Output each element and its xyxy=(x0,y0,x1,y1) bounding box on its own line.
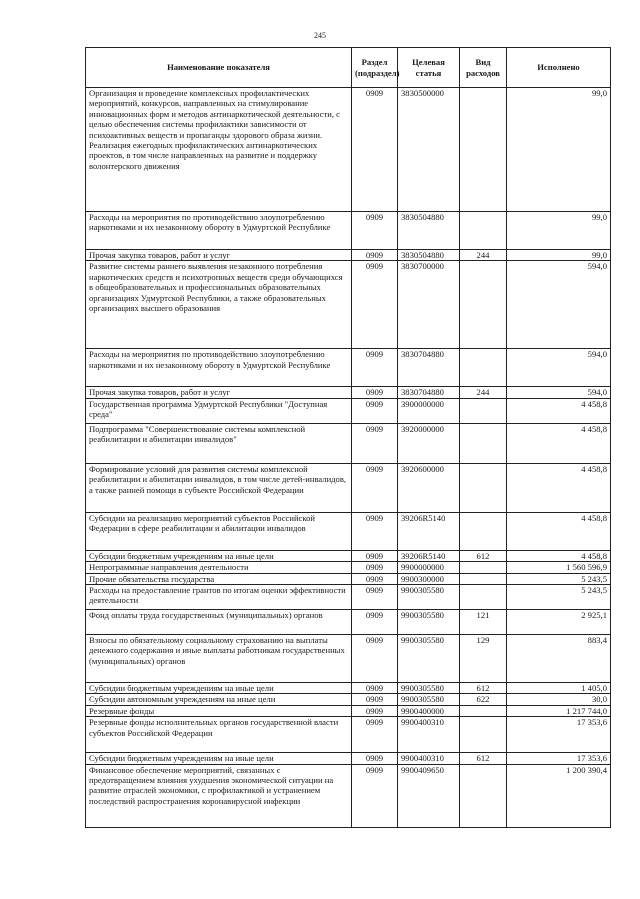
row-amount-cell: 5 243,5 xyxy=(507,573,611,584)
row-name-cell: Государственная программа Удмуртской Республики "Доступная среда" xyxy=(86,398,352,423)
row-target-cell: 3830704880 xyxy=(398,349,460,387)
row-expense-cell xyxy=(460,717,507,753)
header-section: Раздел (подраздел) xyxy=(352,48,398,88)
row-amount-cell: 17 353,6 xyxy=(507,753,611,764)
row-section-cell: 0909 xyxy=(352,423,398,463)
page-number: 245 xyxy=(314,31,326,40)
row-target-cell: 9900305580 xyxy=(398,683,460,694)
row-name-cell: Расходы на предоставление грантов по итогам оценки эффективности деятельности xyxy=(86,585,352,610)
row-target-cell: 3920600000 xyxy=(398,463,460,512)
row-name-cell: Взносы по обязательному социальному страхованию на выплаты денежного содержания и иные выплаты работникам государственных (муниципальных) органов xyxy=(86,635,352,683)
row-amount-cell: 17 353,6 xyxy=(507,717,611,753)
row-section-cell: 0909 xyxy=(352,683,398,694)
table-row xyxy=(86,550,611,561)
table-row xyxy=(86,610,611,635)
row-section-cell: 0909 xyxy=(352,694,398,705)
row-target-cell: 3830504880 xyxy=(398,212,460,250)
row-name-cell: Подпрограмма "Совершенствование системы комплексной реабилитации и абилитации инвалидов" xyxy=(86,423,352,463)
row-expense-cell xyxy=(460,398,507,423)
table-row xyxy=(86,261,611,349)
row-target-cell: 3900000000 xyxy=(398,398,460,423)
row-amount-cell: 99,0 xyxy=(507,88,611,212)
row-name-cell: Субсидии автономным учреждениям на иные цели xyxy=(86,694,352,705)
row-amount-cell: 4 458,8 xyxy=(507,398,611,423)
table-row xyxy=(86,717,611,753)
row-expense-cell: 612 xyxy=(460,753,507,764)
row-section-cell: 0909 xyxy=(352,550,398,561)
row-expense-cell xyxy=(460,212,507,250)
table-row xyxy=(86,349,611,387)
row-target-cell: 9900400000 xyxy=(398,705,460,716)
row-amount-cell: 1 405,0 xyxy=(507,683,611,694)
row-name-cell: Прочие обязательства государства xyxy=(86,573,352,584)
row-amount-cell: 4 458,8 xyxy=(507,550,611,561)
row-section-cell: 0909 xyxy=(352,635,398,683)
row-expense-cell xyxy=(460,88,507,212)
row-amount-cell: 99,0 xyxy=(507,250,611,261)
row-amount-cell: 2 925,1 xyxy=(507,610,611,635)
table-row xyxy=(86,423,611,463)
row-name-cell: Расходы на мероприятия по противодействию злоупотреблению наркотиками и их незаконному обороту в Удмуртской Республике xyxy=(86,212,352,250)
table-row xyxy=(86,212,611,250)
row-target-cell: 9900300000 xyxy=(398,573,460,584)
row-expense-cell xyxy=(460,463,507,512)
row-target-cell: 3830500000 xyxy=(398,88,460,212)
row-amount-cell: 5 243,5 xyxy=(507,585,611,610)
row-section-cell: 0909 xyxy=(352,250,398,261)
row-name-cell: Финансовое обеспечение мероприятий, связанных с предотвращением влияния ухудшения экономической ситуации на развитие отраслей экономики, с профилактикой и устранением последствий распространения коронавирусной инфекции xyxy=(86,764,352,827)
row-expense-cell: 121 xyxy=(460,610,507,635)
budget-table xyxy=(85,47,611,828)
table-row xyxy=(86,387,611,398)
row-amount-cell: 30,0 xyxy=(507,694,611,705)
row-target-cell: 9900400310 xyxy=(398,717,460,753)
row-section-cell: 0909 xyxy=(352,387,398,398)
row-name-cell: Субсидии бюджетным учреждениям на иные цели xyxy=(86,683,352,694)
table-row xyxy=(86,683,611,694)
row-expense-cell: 244 xyxy=(460,387,507,398)
row-expense-cell xyxy=(460,512,507,550)
row-expense-cell xyxy=(460,562,507,573)
row-expense-cell xyxy=(460,764,507,827)
row-name-cell: Субсидии бюджетным учреждениям на иные цели xyxy=(86,753,352,764)
row-target-cell: 39206R5140 xyxy=(398,512,460,550)
row-name-cell: Организация и проведение комплексных профилактических мероприятий, конкурсов, направленных на стимулирование инновационных форм и методов антинаркотической деятельности, с целью обеспечения системы профилактики зависимости от психоактивных веществ и пропаганды здорового образа жизни. Реализация ежегодных профилактических антинаркотических проектов, в том числе направленных на развитие и поддержку волонтерского движения xyxy=(86,88,352,212)
table-row xyxy=(86,753,611,764)
row-name-cell: Фонд оплаты труда государственных (муниципальных) органов xyxy=(86,610,352,635)
row-name-cell: Резервные фонды исполнительных органов государственной власти субъектов Российской Федерации xyxy=(86,717,352,753)
row-target-cell: 9900000000 xyxy=(398,562,460,573)
row-section-cell: 0909 xyxy=(352,753,398,764)
row-section-cell: 0909 xyxy=(352,261,398,349)
row-expense-cell: 244 xyxy=(460,250,507,261)
row-section-cell: 0909 xyxy=(352,705,398,716)
row-amount-cell: 1 560 596,9 xyxy=(507,562,611,573)
header-name: Наименование показателя xyxy=(86,48,352,88)
row-expense-cell: 612 xyxy=(460,550,507,561)
row-amount-cell: 594,0 xyxy=(507,387,611,398)
row-section-cell: 0909 xyxy=(352,562,398,573)
table-header-row xyxy=(86,48,611,88)
row-expense-cell xyxy=(460,573,507,584)
row-target-cell: 9900305580 xyxy=(398,610,460,635)
row-target-cell: 9900409650 xyxy=(398,764,460,827)
row-amount-cell: 4 458,8 xyxy=(507,463,611,512)
row-target-cell: 9900305580 xyxy=(398,635,460,683)
row-section-cell: 0909 xyxy=(352,398,398,423)
row-name-cell: Непрограммные направления деятельности xyxy=(86,562,352,573)
header-target: Целевая статья xyxy=(398,48,460,88)
table-row xyxy=(86,562,611,573)
table-row xyxy=(86,585,611,610)
row-expense-cell xyxy=(460,705,507,716)
row-expense-cell: 622 xyxy=(460,694,507,705)
row-target-cell: 3830704880 xyxy=(398,387,460,398)
row-amount-cell: 1 217 744,0 xyxy=(507,705,611,716)
table-row xyxy=(86,512,611,550)
row-expense-cell: 129 xyxy=(460,635,507,683)
row-section-cell: 0909 xyxy=(352,585,398,610)
row-amount-cell: 594,0 xyxy=(507,261,611,349)
row-target-cell: 39206R5140 xyxy=(398,550,460,561)
row-name-cell: Формирование условий для развития системы комплексной реабилитации и абилитации инвалидов, в том числе детей-инвалидов, а также ранней помощи в субъекте Российской Федерации xyxy=(86,463,352,512)
row-amount-cell: 594,0 xyxy=(507,349,611,387)
row-section-cell: 0909 xyxy=(352,610,398,635)
row-amount-cell: 883,4 xyxy=(507,635,611,683)
row-amount-cell: 4 458,8 xyxy=(507,512,611,550)
table-row xyxy=(86,764,611,827)
row-section-cell: 0909 xyxy=(352,463,398,512)
table-row xyxy=(86,250,611,261)
row-expense-cell xyxy=(460,261,507,349)
row-target-cell: 9900400310 xyxy=(398,753,460,764)
row-target-cell: 9900305580 xyxy=(398,585,460,610)
row-section-cell: 0909 xyxy=(352,212,398,250)
row-name-cell: Резервные фонды xyxy=(86,705,352,716)
table-row xyxy=(86,635,611,683)
row-section-cell: 0909 xyxy=(352,349,398,387)
table-row xyxy=(86,398,611,423)
row-target-cell: 3830504880 xyxy=(398,250,460,261)
row-section-cell: 0909 xyxy=(352,573,398,584)
table-row xyxy=(86,705,611,716)
row-name-cell: Расходы на мероприятия по противодействию злоупотреблению наркотиками и их незаконному обороту в Удмуртской Республике xyxy=(86,349,352,387)
row-amount-cell: 99,0 xyxy=(507,212,611,250)
row-target-cell: 3830700000 xyxy=(398,261,460,349)
row-name-cell: Развитие системы раннего выявления незаконного потребления наркотических средств и психотропных веществ среди обучающихся в общеобразовательных и профессиональных образовательных организациях Удмуртской Республики, а также образовательных организациях высшего образования xyxy=(86,261,352,349)
row-section-cell: 0909 xyxy=(352,88,398,212)
row-target-cell: 3920000000 xyxy=(398,423,460,463)
row-target-cell: 9900305580 xyxy=(398,694,460,705)
row-amount-cell: 4 458,8 xyxy=(507,423,611,463)
row-name-cell: Субсидии бюджетным учреждениям на иные цели xyxy=(86,550,352,561)
row-section-cell: 0909 xyxy=(352,512,398,550)
row-name-cell: Прочая закупка товаров, работ и услуг xyxy=(86,250,352,261)
header-expense: Вид расходов xyxy=(460,48,507,88)
table-row xyxy=(86,463,611,512)
row-expense-cell xyxy=(460,349,507,387)
row-section-cell: 0909 xyxy=(352,717,398,753)
table-row xyxy=(86,88,611,212)
row-name-cell: Субсидии на реализацию мероприятий субъектов Российской Федерации в сфере реабилитации и абилитации инвалидов xyxy=(86,512,352,550)
row-expense-cell xyxy=(460,585,507,610)
table-row xyxy=(86,573,611,584)
row-name-cell: Прочая закупка товаров, работ и услуг xyxy=(86,387,352,398)
table-row xyxy=(86,694,611,705)
row-section-cell: 0909 xyxy=(352,764,398,827)
header-amount: Исполнено xyxy=(507,48,611,88)
row-expense-cell xyxy=(460,423,507,463)
row-expense-cell: 612 xyxy=(460,683,507,694)
row-amount-cell: 1 200 390,4 xyxy=(507,764,611,827)
